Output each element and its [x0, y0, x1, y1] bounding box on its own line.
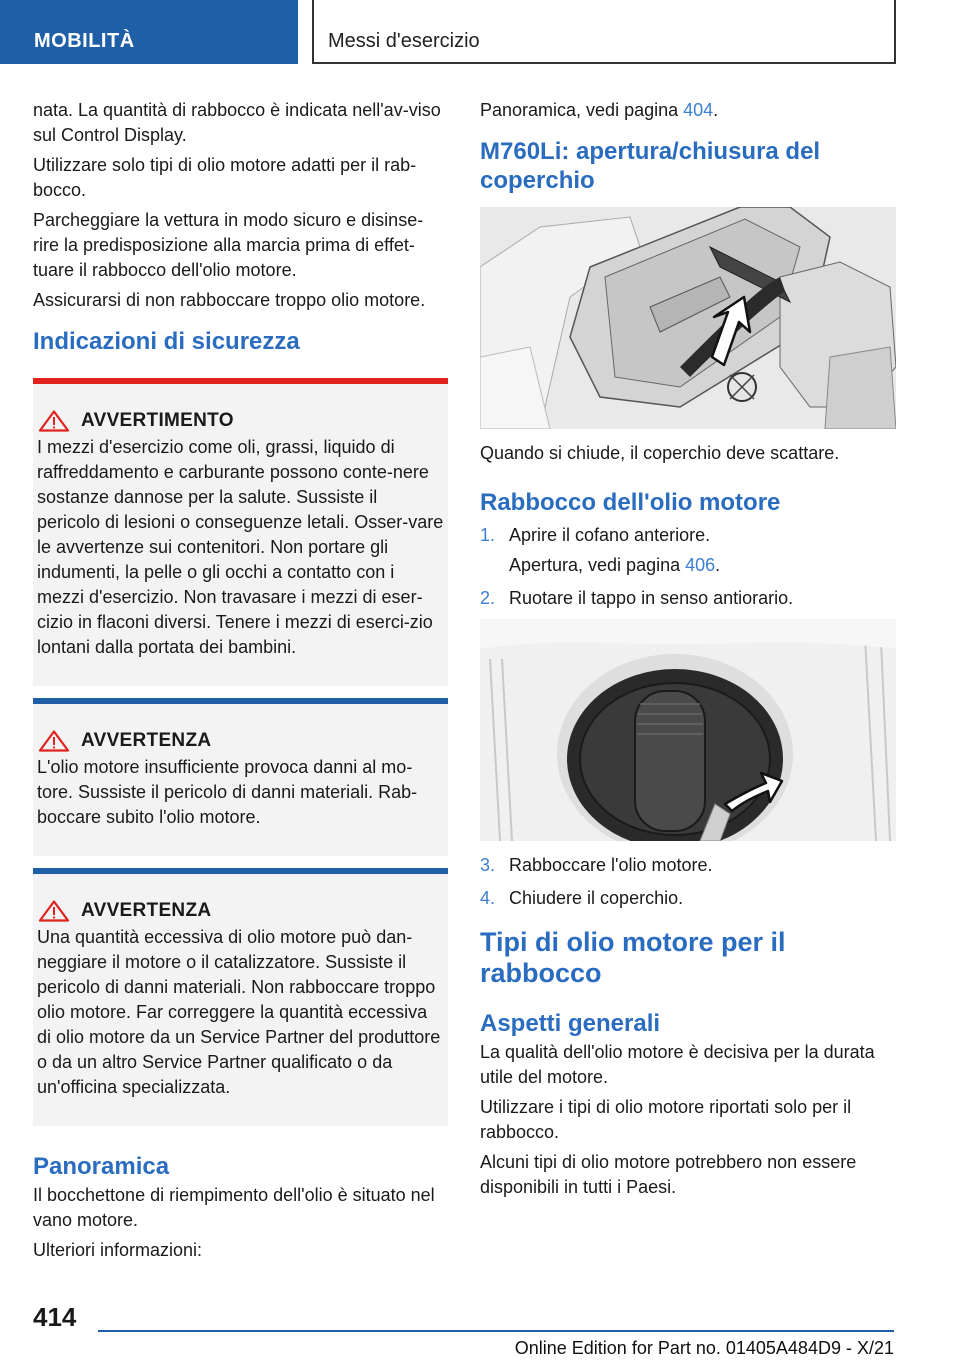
refill-heading: Rabbocco dell'olio motore [480, 489, 781, 516]
paragraph: Utilizzare i tipi di olio motore riportati solo per il rabbocco. [480, 1097, 852, 1142]
paragraph: Il bocchettone di riempimento dell'olio è situato nel vano motore. [33, 1185, 435, 1230]
paragraph: Ulteriori informazioni: [33, 1240, 203, 1260]
warning-triangle-icon [37, 410, 71, 432]
general-heading: Aspetti generali [480, 1010, 661, 1037]
footer-divider [98, 1330, 894, 1332]
warning-header [33, 730, 448, 752]
page-title: Messi d'esercizio [312, 0, 896, 64]
text: Panoramica, vedi pagina [480, 100, 684, 120]
step-text: Aprire il cofano anteriore. [509, 525, 711, 545]
text: Apertura, vedi pagina [509, 555, 686, 575]
step-item [480, 586, 896, 611]
warning-text: L'olio motore insufficiente provoca danni al mo-tore. Sussiste il pericolo di danni materiali. Rab-boccare subito l'olio motore. [37, 757, 418, 827]
right-column [480, 98, 896, 1205]
step-number: 3. [480, 855, 496, 875]
warning-title: AVVERTENZA [81, 900, 212, 921]
warning-box-3 [33, 868, 448, 1126]
paragraph: Utilizzare solo tipi di olio motore adatti per il rab-bocco. [33, 155, 417, 200]
text: . [713, 100, 719, 120]
step-item [480, 523, 896, 548]
step-number: 4. [480, 888, 496, 908]
step-item [480, 886, 896, 911]
step-number: 2. [480, 588, 496, 608]
oil-cap-figure [480, 619, 896, 841]
step-text: Rabboccare l'olio motore. [509, 855, 713, 875]
step-subtext [480, 553, 896, 578]
step-item [480, 853, 896, 878]
engine-cover-figure [480, 207, 896, 429]
warning-header [33, 410, 448, 432]
page-number: 414 [33, 1302, 77, 1332]
types-heading: Tipi di olio motore per il rabbocco [480, 927, 786, 988]
m760-heading: M760Li: apertura/chiusura del coperchio [480, 138, 821, 194]
warning-text: I mezzi d'esercizio come oli, grassi, liquido di raffreddamento e carburante possono conte-nere sostanze dannose per la salute. Sussiste il pericolo di lesioni o conseguenze letali. Osser-vare le avvertenze sui contenitori. Non portare gli indumenti, la pelle o gli occhi a contatto con i mezzi d'esercizio. Non travasare i mezzi di eser-cizio in flaconi diversi. Tenere i mezzi di eserci-zio lontani dalla portata dei bambini. [37, 437, 444, 657]
warning-header [33, 900, 448, 922]
paragraph: Assicurarsi di non rabboccare troppo olio motore. [33, 290, 426, 310]
left-column [33, 98, 448, 1268]
page-reference-link[interactable]: 404 [683, 100, 714, 120]
page-reference-link[interactable]: 406 [685, 555, 716, 575]
paragraph [480, 98, 896, 123]
step-text: Ruotare il tappo in senso antiorario. [509, 588, 794, 608]
text: . [715, 555, 721, 575]
warning-triangle-icon [37, 730, 71, 752]
warning-title: AVVERTIMENTO [81, 410, 234, 431]
figure-caption: Quando si chiude, il coperchio deve scattare. [480, 443, 840, 463]
step-number: 1. [480, 525, 496, 545]
section-tab: MOBILITÀ [0, 0, 298, 64]
overview-heading: Panoramica [33, 1153, 170, 1180]
warning-box-1 [33, 378, 448, 686]
warning-triangle-icon [37, 900, 71, 922]
edition-footer: Online Edition for Part no. 01405A484D9 - X/21 [514, 1338, 894, 1358]
safety-heading: Indicazioni di sicurezza [33, 328, 300, 355]
warning-title: AVVERTENZA [81, 730, 212, 751]
step-text: Chiudere il coperchio. [509, 888, 684, 908]
paragraph: nata. La quantità di rabbocco è indicata nell'av-viso sul Control Display. [33, 100, 441, 145]
paragraph: Parcheggiare la vettura in modo sicuro e disinse-rire la predisposizione alla marcia prima di effet-tuare il rabbocco dell'olio motore. [33, 210, 424, 280]
warning-box-2 [33, 698, 448, 856]
paragraph: La qualità dell'olio motore è decisiva per la durata utile del motore. [480, 1042, 875, 1087]
paragraph: Alcuni tipi di olio motore potrebbero non essere disponibili in tutti i Paesi. [480, 1152, 857, 1197]
warning-text: Una quantità eccessiva di olio motore può dan-neggiare il motore o il catalizzatore. Sussiste il pericolo di danni materiali. Non rabboccare troppo olio motore. Far correggere la quantità eccessiva di olio motore da un Service Partner del produttore o da un altro Service Partner qualificato o da un'officina specializzata. [37, 927, 441, 1097]
